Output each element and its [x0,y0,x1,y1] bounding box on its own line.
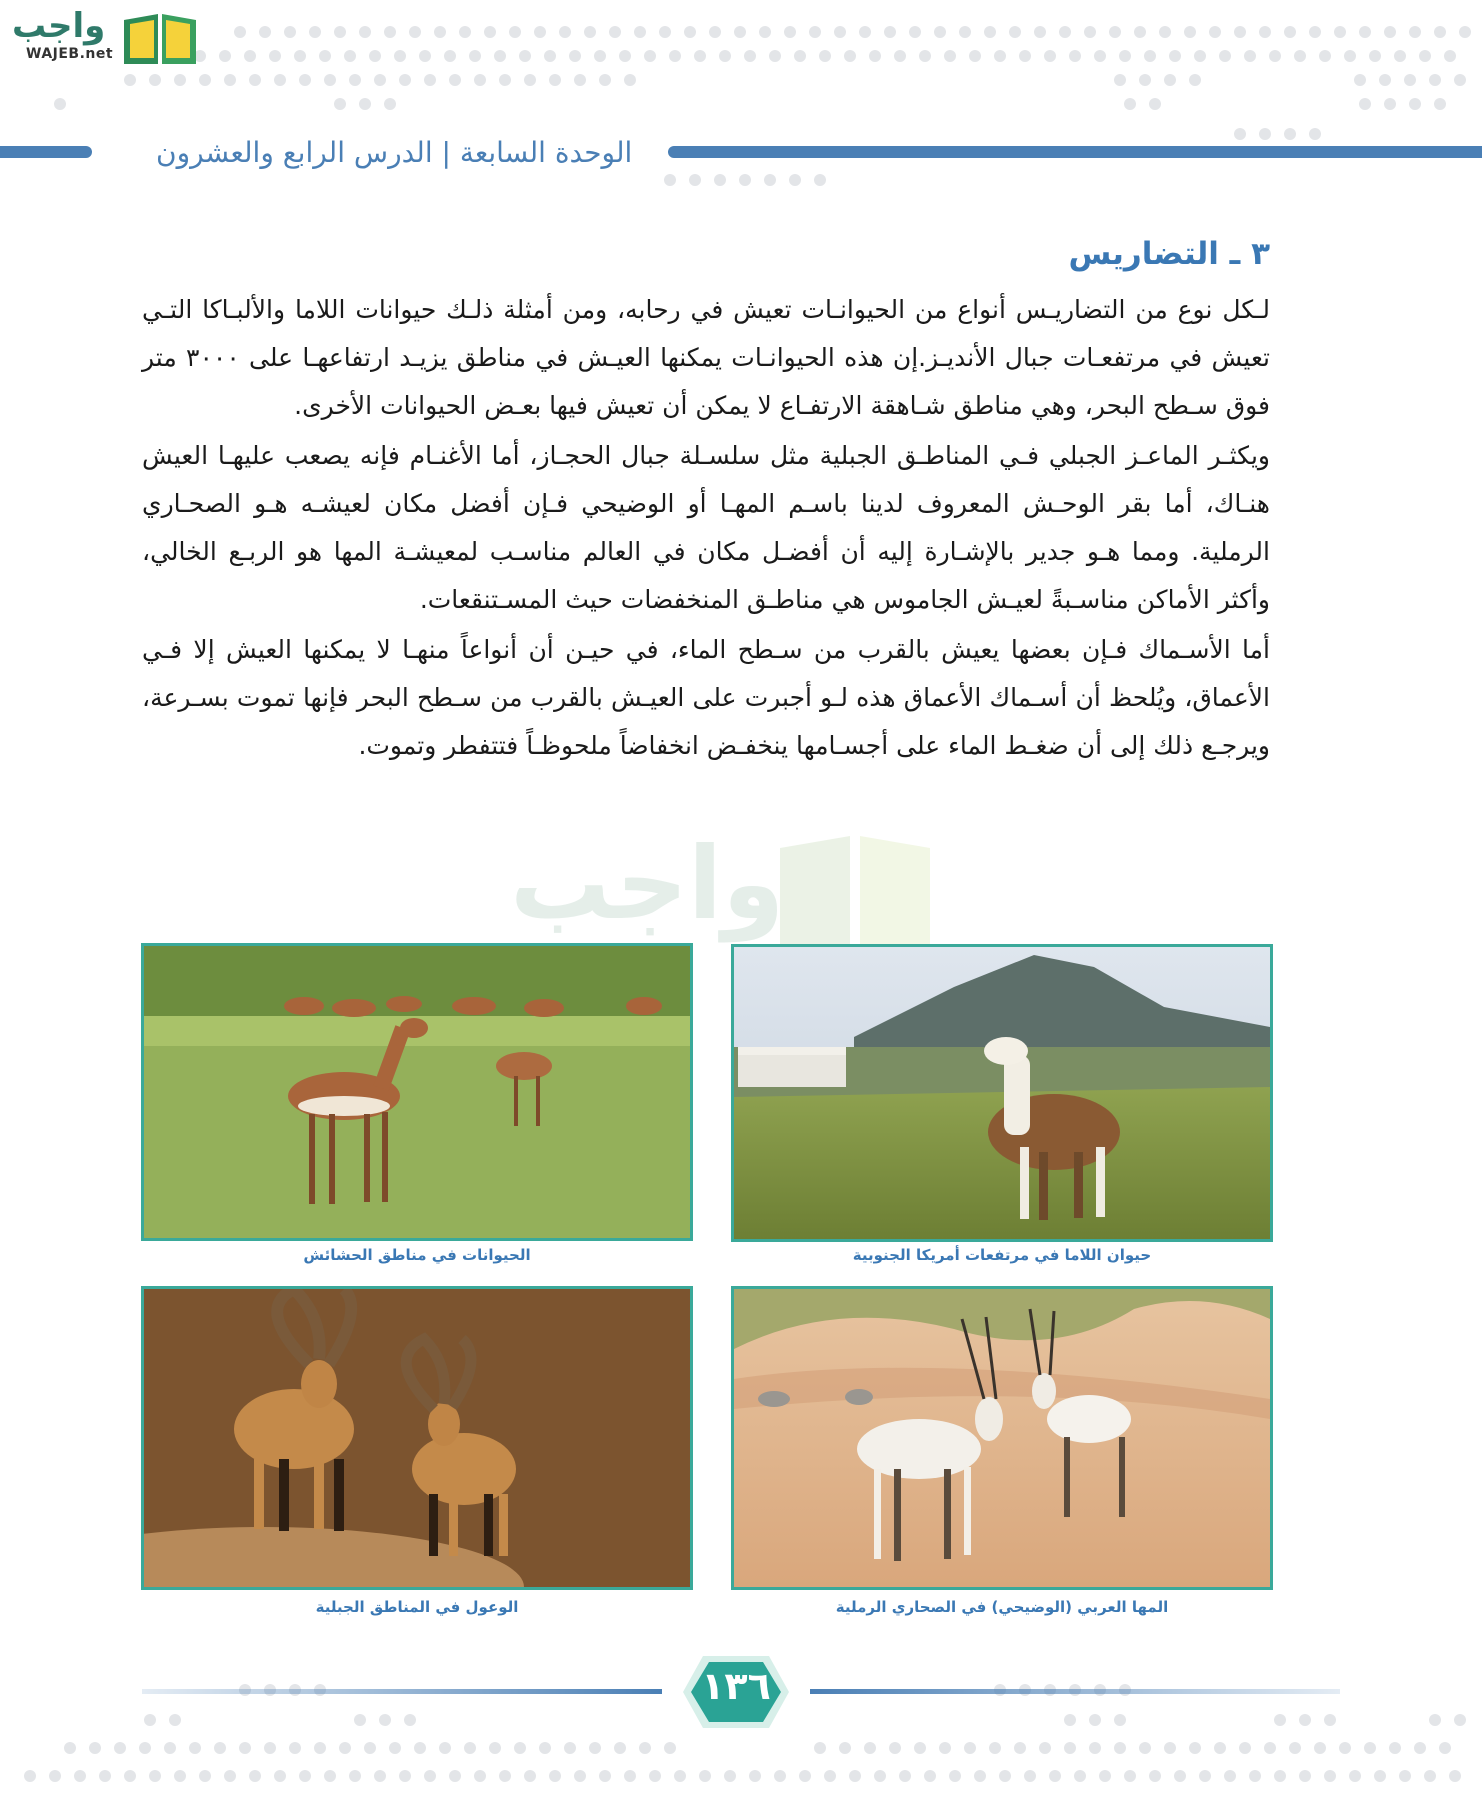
page-number: ١٣٦ [701,1664,771,1708]
photo-llama [731,944,1273,1242]
header-rule-right [668,146,1482,158]
paragraph-3: أما الأسـماك فـإن بعضها يعيش بالقرب من سـطح الماء، في حيـن أن أنواعاً منهـا لا يمكنها العيش إلا فـي الأعماق، ويُلحظ أن أسـماك الأعماق هذه لـو أجبرت على العيـش بالقرب من سـطح البحر فإنها تموت بسـرعة، ويرجـع ذلك إلى أن ضغـط الماء على أجسـامها ينخفـض انخفاضاً ملحوظـاً فتتفطر وتموت. [142,635,1270,760]
photo-arabian-oryx [731,1286,1273,1590]
wajeb-logo[interactable] [12,6,192,66]
book-icon [120,6,200,66]
footer-rule-right [810,1689,1340,1694]
logo-latin-text: WAJEB.net [26,46,114,62]
dot-pattern-top [0,0,1482,200]
header-rule-left [0,146,92,158]
caption-llama: حيوان اللاما في مرتفعات أمريكا الجنوبية [852,1246,1152,1264]
paragraph-1: لـكل نوع من التضاريـس أنواع من الحيوانـات تعيش في رحابه، ومن أمثلة ذلـك حيوانات اللاما والألبـاكا التـي تعيش في مرتفعـات جبال الأنديـز.إن هذه الحيوانـات يمكنها العيـش في مناطق يزيـد ارتفاعهـا على ٣٠٠٠ متر فوق سـطح البحر، وهي مناطق شـاهقة الارتفـاع لا يمكن أن تعيش فيها بعـض الحيوانات الأخرى. [142,295,1270,420]
section-title: ٣ ـ التضاريس [1068,236,1270,272]
svg-text:واجب: واجب [510,825,785,942]
caption-grassland: الحيوانات في مناطق الحشائش [303,1246,531,1264]
body-text [142,286,1270,772]
caption-oryx: المها العربي (الوضيحي) في الصحاري الرملية [835,1598,1169,1616]
caption-ibex: الوعول في المناطق الجبلية [315,1598,519,1616]
footer-rule-left [142,1689,662,1694]
photo-ibex [141,1286,693,1590]
logo-arabic-text: واجب [12,6,106,46]
photo-grassland-animals [141,943,693,1241]
paragraph-2: ويكثـر الماعـز الجبلي فـي المناطـق الجبلية مثل سلسـلة جبال الحجـاز، أما الأغنـام فإنه يصعب عليهـا العيش هنـاك، أما بقر الوحـش المعروف لدينا باسـم المهـا أو الوضيحي فـإن أفضل مكان لعيشـه هـو الصحـاري الرملية. ومما هـو جدير بالإشـارة إليه أن أفضـل مكان في العالم مناسـب لمعيشـة المها هو الربـع الخالي، وأكثر الأماكن مناسـبةً لعيـش الجاموس هي مناطـق المنخفضات حيث المسـتنقعات. [142,441,1270,614]
header-title: الوحدة السابعة | الدرس الرابع والعشرون [156,136,633,169]
